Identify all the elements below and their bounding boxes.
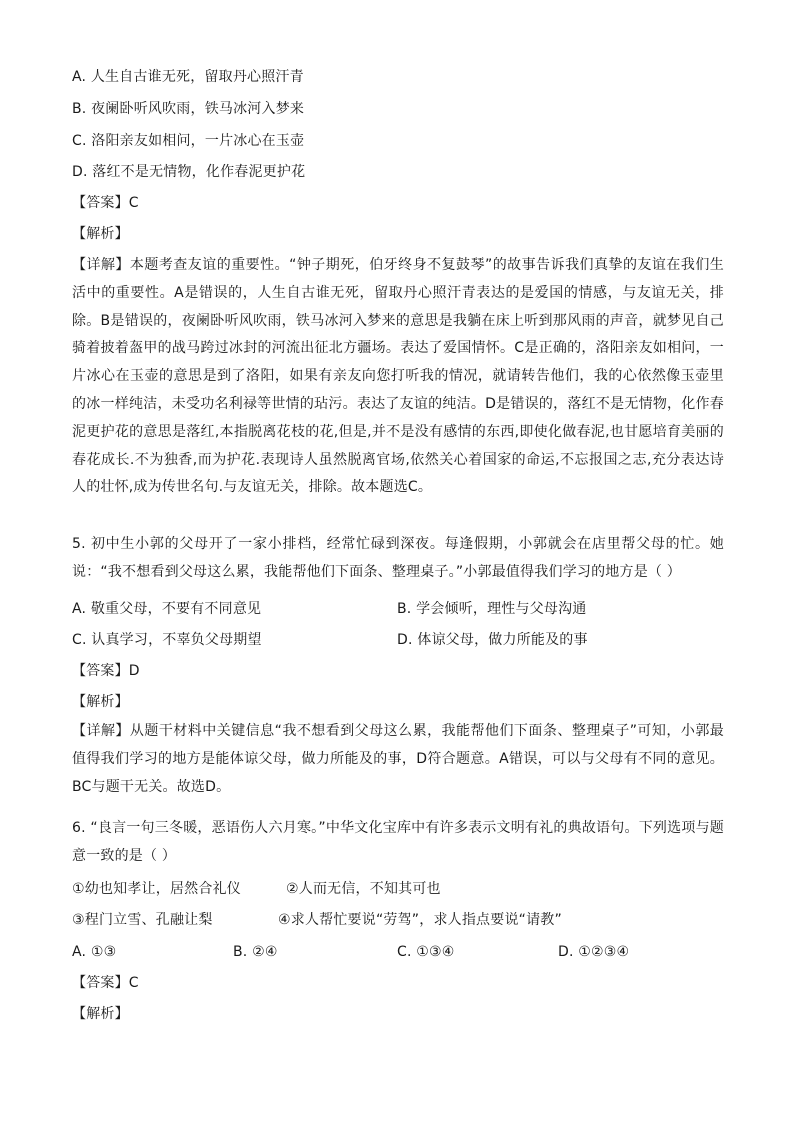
q5-option-b: B. 学会倾听，理性与父母沟通 (397, 601, 587, 617)
q4-analysis-label: 【解析】 (72, 226, 129, 242)
q4-detail: 【详解】本题考查友谊的重要性。“钟子期死，伯牙终身不复鼓琴”的故事告诉我们真挚的友谊在我们生活中的重要性。A是错误的，人生自古谁无死，留取丹心照汗青表达的是爱国的情感，与友谊无关，排除。B是错误的，夜阑卧听风吹雨，铁马冰河入梦来的意思是我躺在床上听到那风雨的声音，就梦见自己骑着披着盔甲的战马跨过冰封的河流出征北方疆场。表达了爱国情怀。C是正确的，洛阳亲友如相问，一片冰心在玉壶的意思是到了洛阳，如果有亲友向您打听我的情况，就请转告他们，我的心依然像玉壶里的冰一样纯洁，未受功名利禄等世情的玷污。表达了友谊的纯洁。D是错误的，落红不是无情物，化作春泥更护花的意思是落红,本指脱离花枝的花,但是,并不是没有感情的东西,即使化做春泥,也甘愿培育美丽的春花成长.不为独香,而为护花.表现诗人虽然脱离官场,依然关心着国家的命运,不忘报国之志,充分表达诗人的壮怀,成为传世名句.与友谊无关，排除。故本题选C。 (72, 257, 724, 496)
q5-option-a: A. 敬重父母，不要有不同意见 (72, 601, 262, 617)
q6-answer: 【答案】C (72, 975, 139, 991)
q5-option-c: C. 认真学习，不辜负父母期望 (72, 632, 262, 648)
q4-option-b: B. 夜阑卧听风吹雨，铁马冰河入梦来 (72, 101, 305, 117)
q6-option-c: C. ①③④ (397, 944, 455, 960)
q6-option-d: D. ①②③④ (558, 944, 630, 960)
q5-analysis-label: 【解析】 (72, 694, 129, 710)
q5-stem: 5. 初中生小郭的父母开了一家小排档，经常忙碌到深夜。每逢假期，小郭就会在店里帮父母的忙。她说：“我不想看到父母这么累，我能帮他们下面条、整理桌子。”小郭最值得我们学习的地方是（ ） (72, 536, 724, 580)
q5-answer: 【答案】D (72, 663, 140, 679)
q6-item-4: ④求人帮忙要说“劳驾”，求人指点要说“请教” (278, 912, 562, 928)
q4-option-a: A. 人生自古谁无死，留取丹心照汗青 (72, 69, 304, 85)
q6-item-2: ②人而无信，不知其可也 (286, 881, 441, 897)
q6-item-3: ③程门立雪、孔融让梨 (72, 912, 213, 928)
q5-option-d: D. 体谅父母，做力所能及的事 (397, 632, 588, 648)
q4-option-d: D. 落红不是无情物，化作春泥更护花 (72, 164, 306, 180)
q6-stem: 6. “良言一句三冬暖，恶语伤人六月寒。”中华文化宝库中有许多表示文明有礼的典故语句。下列选项与题意一致的是（ ） (72, 820, 724, 864)
q4-option-c: C. 洛阳亲友如相问，一片冰心在玉壶 (72, 133, 305, 149)
q6-item-1: ①幼也知孝让，居然合礼仪 (72, 881, 241, 897)
q4-answer: 【答案】C (72, 195, 139, 211)
q6-analysis-label: 【解析】 (72, 1006, 129, 1022)
q6-option-b: B. ②④ (233, 944, 278, 960)
q5-detail: 【详解】从题干材料中关键信息“我不想看到父母这么累，我能帮他们下面条、整理桌子”可知，小郭最值得我们学习的地方是能体谅父母，做力所能及的事，D符合题意。A错误，可以与父母有不同的意见。BC与题干无关。故选D。 (72, 723, 724, 795)
q6-option-a: A. ①③ (72, 944, 117, 960)
